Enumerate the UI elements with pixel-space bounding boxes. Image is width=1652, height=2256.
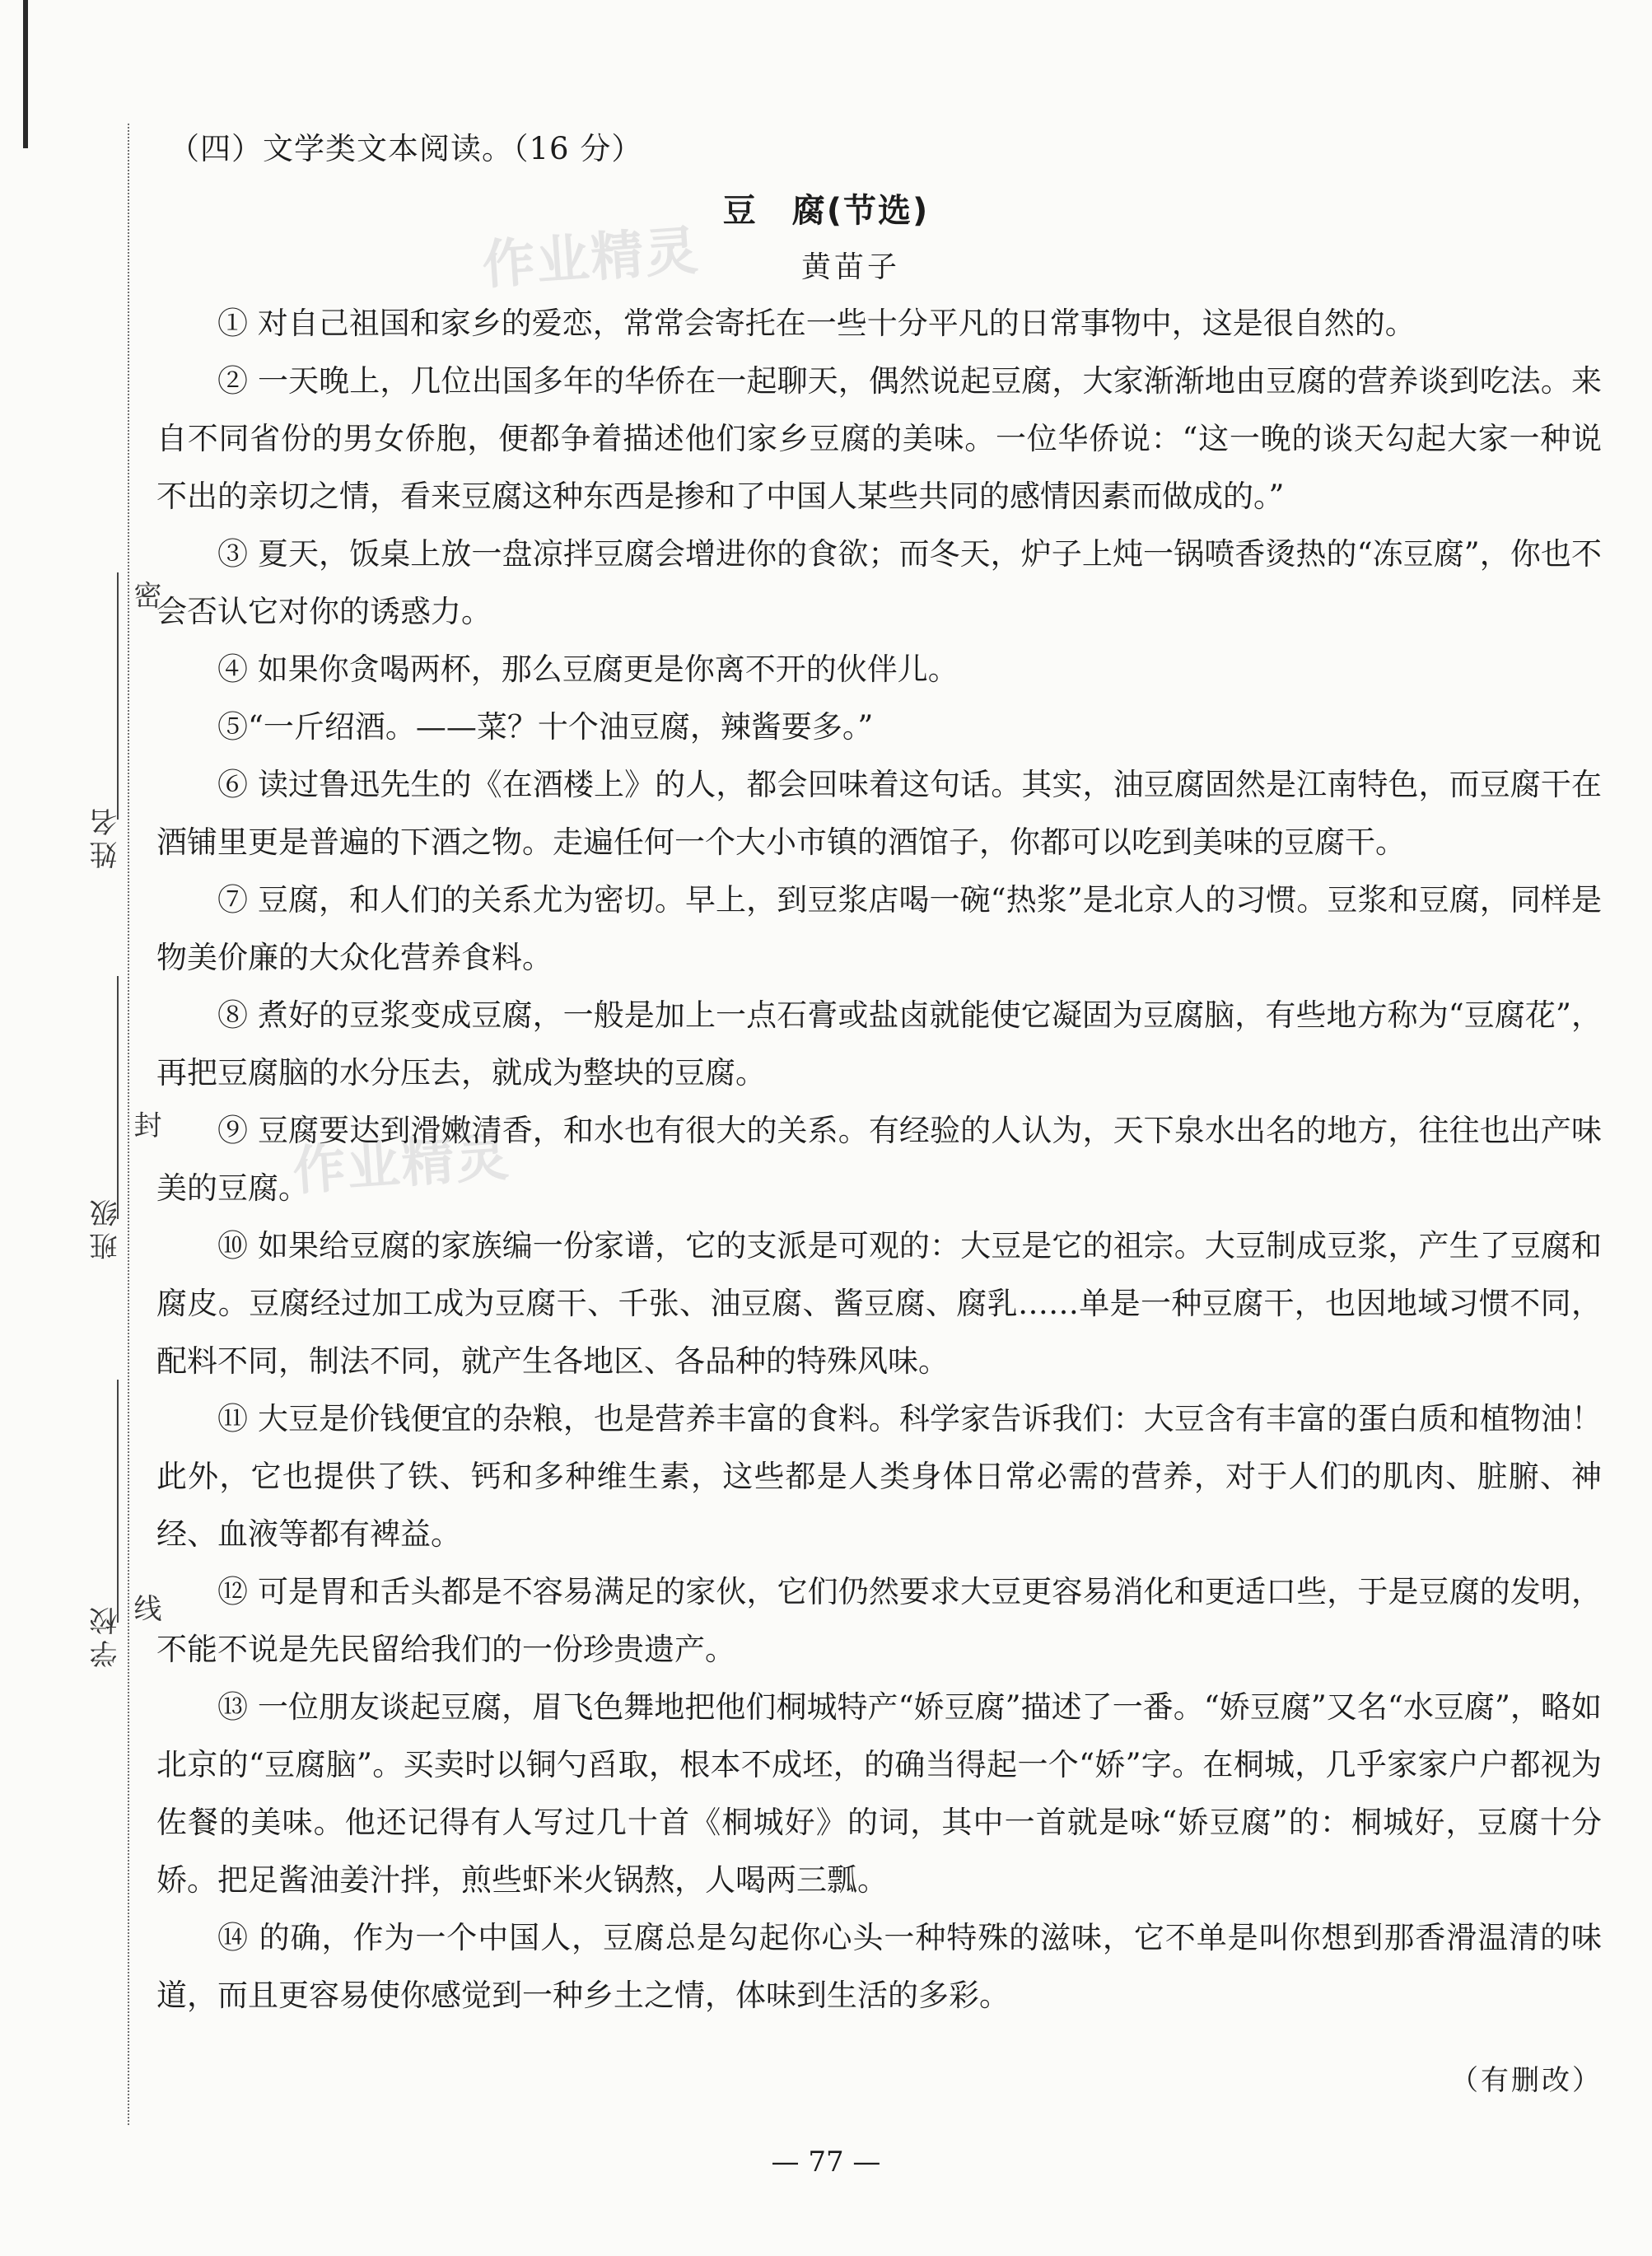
paragraph-8: ⑧ 煮好的豆浆变成豆腐，一般是加上一点石膏或盐卤就能使它凝固为豆腐脑，有些地方称为“豆腐花”，再把豆腐脑的水分压去，就成为整块的豆腐。 [156,997,1602,1091]
binding-mark-feng: 封 [128,1110,161,1143]
article-title: 豆 腐(节选) [722,192,930,230]
paragraph-3: ③ 夏天，饭桌上放一盘凉拌豆腐会增进你的食欲；而冬天，炉子上炖一锅喷香烫热的“冻豆腐”，你也不会否认它对你的诱惑力。 [156,536,1602,629]
watermark: 作业精灵 [291,1126,512,1203]
watermark: 作业精灵 [480,220,702,297]
article-body [156,295,1602,2025]
binding-mark-mi: 密 [128,581,161,614]
paragraph-11: ⑪ 大豆是价钱便宜的杂粮，也是营养丰富的食料。科学家告诉我们：大豆含有丰富的蛋白质和植物油！此外，它也提供了铁、钙和多种维生素，这些都是人类身体日常必需的营养，对于人们的肌肉、脏腑、神经、血液等都有裨益。 [156,1401,1602,1552]
paragraph-4: ④ 如果你贪喝两杯，那么豆腐更是你离不开的伙伴儿。 [217,652,959,687]
binding-mark-xian: 线 [128,1594,161,1627]
source-note: （有删改） [1450,2064,1603,2097]
name-blank-line [117,572,119,820]
paragraph-2: ② 一天晚上，几位出国多年的华侨在一起聊天，偶然说起豆腐，大家渐渐地由豆腐的营养谈到吃法。来自不同省份的男女侨胞，便都争着描述他们家乡豆腐的美味。一位华侨说：“这一晚的谈天勾起大家一种说不出的亲切之情，看来豆腐这种东西是掺和了中国人某些共同的感情因素而做成的。” [156,363,1602,514]
section-heading: （四）文学类文本阅读。（16 分） [169,131,643,166]
paragraph-10: ⑩ 如果给豆腐的家族编一份家谱，它的支派是可观的：大豆是它的祖宗。大豆制成豆浆，产生了豆腐和腐皮。豆腐经过加工成为豆腐干、千张、油豆腐、酱豆腐、腐乳……单是一种豆腐干，也因地域习惯不同，配料不同，制法不同，就产生各地区、各品种的特殊风味。 [156,1228,1602,1379]
paragraph-9: ⑨ 豆腐要达到滑嫩清香，和水也有很大的关系。有经验的人认为，天下泉水出名的地方，往往也出产味美的豆腐。 [156,1113,1602,1206]
article-author: 黄苗子 [800,250,900,284]
paragraph-6: ⑥ 读过鲁迅先生的《在酒楼上》的人，都会回味着这句话。其实，油豆腐固然是江南特色，而豆腐干在酒铺里更是普遍的下酒之物。走遍任何一个大小市镇的酒馆子，你都可以吃到美味的豆腐干。 [156,767,1602,860]
class-label: 班级 [90,1194,123,1260]
paragraph-7: ⑦ 豆腐，和人们的关系尤为密切。早上，到豆浆店喝一碗“热浆”是北京人的习惯。豆浆和豆腐，同样是物美价廉的大众化营养食料。 [156,882,1602,975]
school-label: 学校 [90,1602,123,1668]
paragraph-5: ⑤“一斤绍酒。——菜？十个油豆腐，辣酱要多。” [217,709,874,745]
binding-edge-rule [23,0,28,148]
page-number: — 77 — [771,2146,881,2179]
paragraph-1: ① 对自己祖国和家乡的爱恋，常常会寄托在一些十分平凡的日常事物中，这是很自然的。 [217,306,1416,341]
paragraph-12: ⑫ 可是胃和舌头都是不容易满足的家伙，它们仍然要求大豆更容易消化和更适口些，于是豆腐的发明，不能不说是先民留给我们的一份珍贵遗产。 [156,1574,1602,1667]
paragraph-14: ⑭ 的确，作为一个中国人，豆腐总是勾起你心头一种特殊的滋味，它不单是叫你想到那香滑温清的味道，而且更容易使你感觉到一种乡土之情，体味到生活的多彩。 [156,1920,1602,2013]
name-label: 姓名 [90,803,123,869]
class-blank-line [117,976,119,1219]
school-blank-line [117,1380,119,1623]
paragraph-13: ⑬ 一位朋友谈起豆腐，眉飞色舞地把他们桐城特产“娇豆腐”描述了一番。“娇豆腐”又名“水豆腐”，略如北京的“豆腐脑”。买卖时以铜勺舀取，根本不成坯，的确当得起一个“娇”字。在桐城，几乎家家户户都视为佐餐的美味。他还记得有人写过几十首《桐城好》的词，其中一首就是咏“娇豆腐”的：桐城好，豆腐十分娇。把足酱油姜汁拌，煎些虾米火锅熬，人喝两三瓢。 [156,1689,1602,1898]
